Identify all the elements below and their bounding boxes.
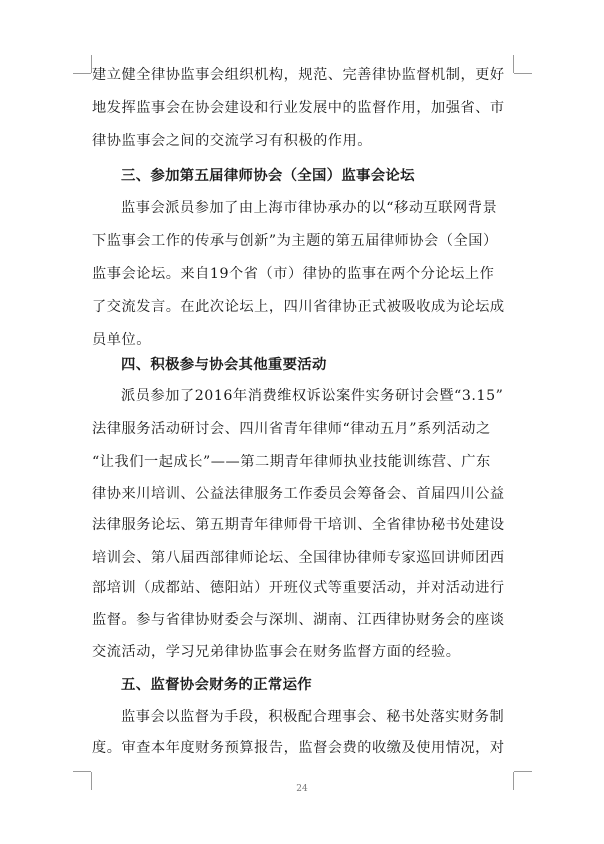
text-line: 员单位。	[92, 332, 151, 348]
text-line: 了交流发言。在此次论坛上，四川省律协正式被吸收成为论坛成	[92, 299, 505, 315]
text-line: 监事会以监督为手段，积极配合理事会、秘书处落实财务制	[121, 709, 505, 725]
text-line: 法律服务论坛、第五期青年律师骨干培训、全省律协秘书处建设	[92, 517, 505, 533]
text-line: 法律服务活动研讨会、四川省青年律师“律动五月”系列活动之	[92, 421, 491, 437]
section-heading: 四、积极参与协会其他重要活动	[121, 357, 327, 373]
section-heading: 三、参加第五届律师协会（全国）监事会论坛	[121, 168, 415, 184]
text-line: 派员参加了2016年消费维权诉讼案件实务研讨会暨“3.15”	[121, 388, 504, 404]
section-heading: 五、监督协会财务的正常运作	[121, 677, 312, 693]
text-line: 度。审查本年度财务预算报告，监督会费的收缴及使用情况，对	[92, 740, 505, 756]
text-line: 下监事会工作的传承与创新”为主题的第五届律师协会（全国）	[92, 233, 498, 249]
text-line: 部培训（成都站、德阳站）开班仪式等重要活动，并对活动进行	[92, 580, 505, 596]
text-line: 培训会、第八届西部律师论坛、全国律协律师专家巡回讲师团西	[92, 550, 505, 566]
text-line: 监督。参与省律协财委会与深圳、湖南、江西律协财务会的座谈	[92, 612, 505, 628]
text-line: 监事会派员参加了由上海市律协承办的以“移动互联网背景	[121, 200, 498, 216]
text-line: 交流活动，学习兄弟律协监事会在财务监督方面的经验。	[92, 644, 461, 660]
page-number: 24	[296, 784, 308, 794]
text-line: 律协监事会之间的交流学习有积极的作用。	[92, 133, 373, 149]
text-line: “让我们一起成长”——第二期青年律师执业技能训练营、广东	[92, 454, 491, 470]
text-line: 律协来川培训、公益法律服务工作委员会筹备会、首届四川公益	[92, 486, 505, 502]
text-line: 地发挥监事会在协会建设和行业发展中的监督作用，加强省、市	[92, 100, 505, 116]
text-line: 建立健全律协监事会组织机构，规范、完善律协监督机制，更好	[92, 67, 505, 83]
text-line: 监事会论坛。来自19个省（市）律协的监事在两个分论坛上作	[92, 266, 495, 282]
